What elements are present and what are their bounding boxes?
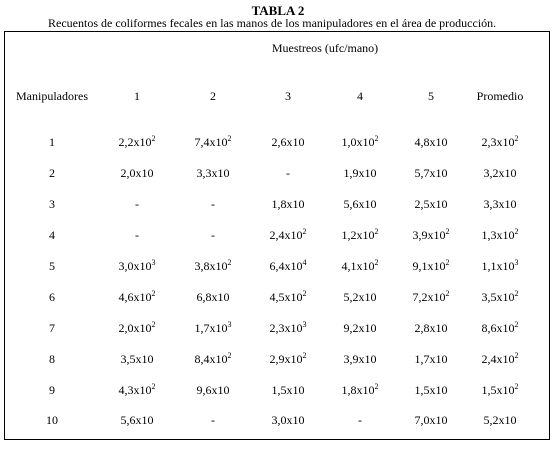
table-cell: $6,4x10^4$ bbox=[269, 258, 307, 273]
table-cell: 1,7x10 bbox=[414, 352, 448, 366]
row-label: 8 bbox=[49, 352, 55, 366]
row-label: 4 bbox=[49, 228, 55, 242]
table-cell: $8,6x10^2$ bbox=[481, 320, 519, 335]
table-cell: 1,5x10 bbox=[271, 383, 305, 397]
table-cell: $1,0x10^2$ bbox=[341, 134, 379, 149]
column-header: 4 bbox=[357, 89, 363, 103]
table-cell: 3,3x10 bbox=[483, 197, 517, 211]
table-cell: $2,0x10^2$ bbox=[118, 320, 156, 335]
table-cell: 7,0x10 bbox=[414, 413, 448, 427]
table-cell: $1,7x10^3$ bbox=[194, 320, 232, 335]
table-cell: $2,4x10^2$ bbox=[269, 227, 307, 242]
table-subtitle: Recuentos de coliformes fecales en las manos de los manipuladores en el área de producción. bbox=[48, 16, 497, 30]
table-cell: $7,2x10^2$ bbox=[412, 289, 450, 304]
table-cell: 5,7x10 bbox=[414, 166, 448, 180]
table-cell: $3,5x10^2$ bbox=[481, 289, 519, 304]
table-cell: $1,3x10^2$ bbox=[481, 227, 519, 242]
table-cell: 2,6x10 bbox=[271, 135, 305, 149]
table-cell: $2,9x10^2$ bbox=[269, 351, 307, 366]
table-cell: $3,9x10^2$ bbox=[412, 227, 450, 242]
table-cell: - bbox=[211, 228, 215, 242]
table-cell: 1,9x10 bbox=[343, 166, 377, 180]
group-header: Muestreos (ufc/mano) bbox=[271, 41, 379, 55]
table-cell: - bbox=[286, 166, 290, 180]
table-cell: - bbox=[211, 197, 215, 211]
table-cell: $4,3x10^2$ bbox=[118, 382, 156, 397]
table-cell: - bbox=[358, 413, 362, 427]
table-cell: $8,4x10^2$ bbox=[194, 351, 232, 366]
table-cell: - bbox=[135, 197, 139, 211]
table-cell: - bbox=[135, 228, 139, 242]
table-cell: $2,2x10^2$ bbox=[118, 134, 156, 149]
column-header: 5 bbox=[428, 89, 434, 103]
row-label: 10 bbox=[46, 413, 58, 427]
table-cell: 5,6x10 bbox=[343, 197, 377, 211]
table-cell: 3,5x10 bbox=[120, 352, 154, 366]
table-cell: 2,8x10 bbox=[414, 321, 448, 335]
table-cell: $1,5x10^2$ bbox=[481, 382, 519, 397]
table-cell: 3,0x10 bbox=[271, 413, 305, 427]
table-cell: 3,2x10 bbox=[483, 166, 517, 180]
table-cell: $3,8x10^2$ bbox=[194, 258, 232, 273]
table-cell: $7,4x10^2$ bbox=[194, 134, 232, 149]
table-cell: 5,2x10 bbox=[343, 290, 377, 304]
table-cell: $4,6x10^2$ bbox=[118, 289, 156, 304]
table-title: TABLA 2 bbox=[251, 3, 305, 18]
row-label: 9 bbox=[49, 383, 55, 397]
column-header: Promedio bbox=[476, 89, 524, 103]
table-cell: 2,5x10 bbox=[414, 197, 448, 211]
table-cell: 3,9x10 bbox=[343, 352, 377, 366]
table-cell: 9,6x10 bbox=[196, 383, 230, 397]
table-cell: 1,8x10 bbox=[271, 197, 305, 211]
row-label: 5 bbox=[49, 259, 55, 273]
column-header: 1 bbox=[134, 89, 140, 103]
table-cell: 5,6x10 bbox=[120, 413, 154, 427]
row-label: 7 bbox=[49, 321, 55, 335]
table-cell: $3,0x10^3$ bbox=[118, 258, 156, 273]
table-cell: 1,5x10 bbox=[414, 383, 448, 397]
row-label: 3 bbox=[49, 197, 55, 211]
table-cell: $1,1x10^3$ bbox=[481, 258, 519, 273]
row-label: 6 bbox=[49, 290, 55, 304]
table-cell: $2,3x10^3$ bbox=[269, 320, 307, 335]
table-cell: 2,0x10 bbox=[120, 166, 154, 180]
table-cell: $4,5x10^2$ bbox=[269, 289, 307, 304]
table-cell: 3,3x10 bbox=[196, 166, 230, 180]
row-label: 1 bbox=[49, 135, 55, 149]
row-label: 2 bbox=[49, 166, 55, 180]
table-cell: 5,2x10 bbox=[483, 413, 517, 427]
table-cell: $2,3x10^2$ bbox=[481, 134, 519, 149]
column-header: 2 bbox=[210, 89, 216, 103]
table-cell: $9,1x10^2$ bbox=[412, 258, 450, 273]
column-header: Manipuladores bbox=[16, 89, 88, 103]
table-cell: 6,8x10 bbox=[196, 290, 230, 304]
table-cell: 9,2x10 bbox=[343, 321, 377, 335]
table-cell: - bbox=[211, 413, 215, 427]
table-cell: $2,4x10^2$ bbox=[481, 351, 519, 366]
table-cell: $4,1x10^2$ bbox=[341, 258, 379, 273]
table-cell: $1,2x10^2$ bbox=[341, 227, 379, 242]
column-header: 3 bbox=[285, 89, 291, 103]
table-cell: $1,8x10^2$ bbox=[341, 382, 379, 397]
table-cell: 4,8x10 bbox=[414, 135, 448, 149]
